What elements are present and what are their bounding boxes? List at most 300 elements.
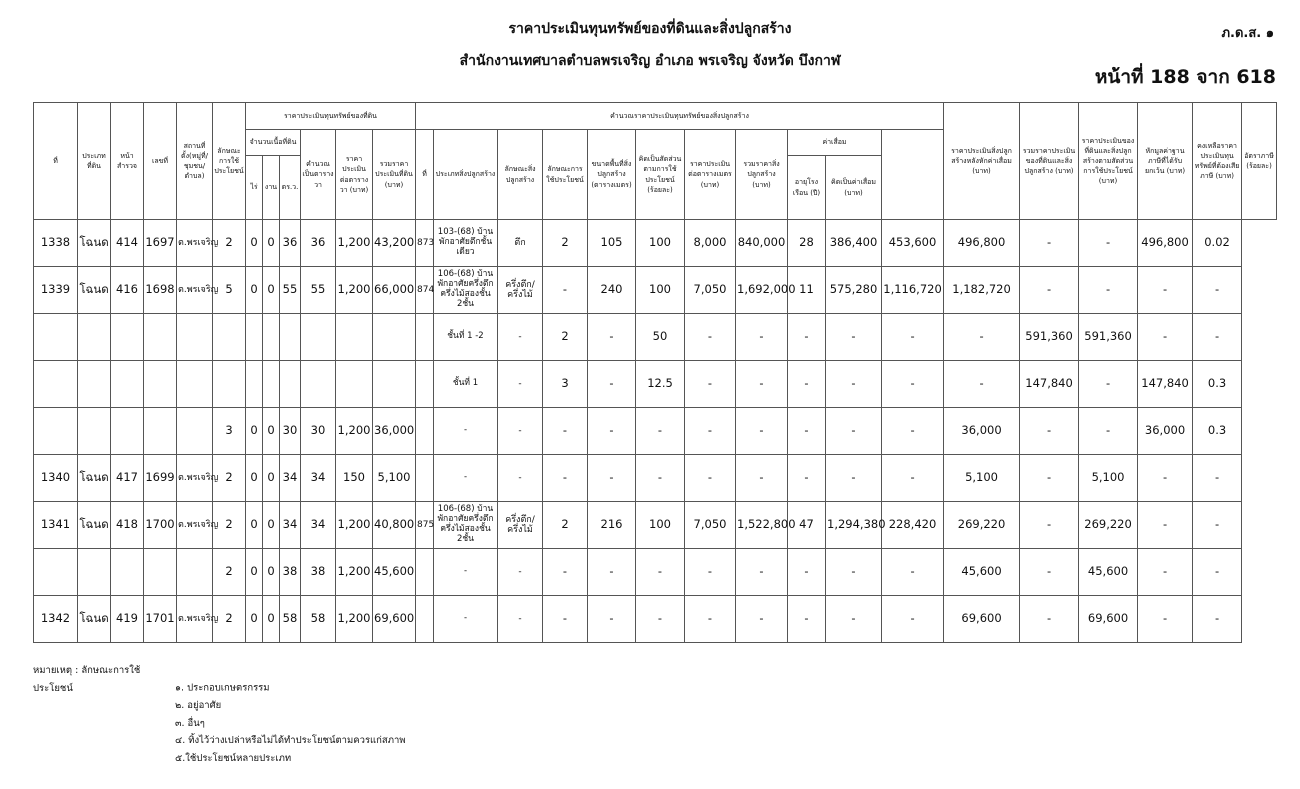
- cell-portion-value: -: [1020, 596, 1079, 643]
- cell-portion-value: -: [1020, 549, 1079, 596]
- cell-wa: [280, 314, 301, 361]
- cell-deduction: 591,360: [1079, 314, 1138, 361]
- cell-b-type: 106-(68) บ้านพักอาศัยครึ่งตึกครึ่งไม้สองชั้น 2ชั้น: [434, 267, 498, 314]
- cell-deduction: 45,600: [1079, 549, 1138, 596]
- cell-ngan: 0: [263, 267, 280, 314]
- cell-page: 416: [111, 267, 144, 314]
- cell-deduction: 69,600: [1079, 596, 1138, 643]
- cell-age: -: [788, 596, 826, 643]
- col-header-usage: ลักษณะการใช้ประโยชน์: [213, 103, 246, 220]
- cell-number: [144, 314, 177, 361]
- cell-land-total: 45,600: [373, 549, 416, 596]
- document-subtitle: สำนักงานเทศบาลตำบลพรเจริญ อำเภอ พรเจริญ จังหวัด บึงกาฬ: [459, 53, 841, 69]
- cell-b-total: -: [736, 408, 788, 455]
- cell-b-type: ชั้นที่ 1: [434, 361, 498, 408]
- cell-dep-amount: -: [826, 549, 882, 596]
- cell-land-total: 43,200: [373, 220, 416, 267]
- cell-b-no: 875: [416, 502, 434, 549]
- note-item: ๑. ประกอบเกษตรกรรม: [175, 682, 270, 694]
- cell-tax-rate: -: [1193, 455, 1242, 502]
- cell-b-kind: -: [498, 314, 543, 361]
- cell-grand-total: 45,600: [944, 549, 1020, 596]
- cell-b-after-dep: 453,600: [882, 220, 944, 267]
- col-header-no: ที่: [34, 103, 78, 220]
- col-header-age: อายุโรงเรือน (ปี): [788, 156, 826, 220]
- cell-b-type: ชั้นที่ 1 -2: [434, 314, 498, 361]
- cell-page: [111, 314, 144, 361]
- cell-rai: [246, 314, 263, 361]
- cell-b-total: -: [736, 314, 788, 361]
- cell-b-area: -: [588, 408, 636, 455]
- cell-page: 419: [111, 596, 144, 643]
- cell-dep-amount: -: [826, 596, 882, 643]
- cell-deduction: -: [1079, 408, 1138, 455]
- cell-deduction: 269,220: [1079, 502, 1138, 549]
- document-title: ราคาประเมินทุนทรัพย์ของที่ดินและสิ่งปลูกสร้าง: [508, 21, 792, 37]
- page-indicator: หน้าที่ 188 จาก 618: [1094, 66, 1276, 88]
- col-header-location: สถานที่ตั้ง(หมู่ที่/ชุมชน/ตำบล): [177, 103, 213, 220]
- cell-ngan: 0: [263, 220, 280, 267]
- cell-location: [177, 314, 213, 361]
- cell-b-kind: ครึ่งตึก/ครึ่งไม้: [498, 267, 543, 314]
- cell-page: [111, 549, 144, 596]
- col-header-b-price-sqm: ราคาประเมินต่อตารางเมตร (บาท): [685, 130, 736, 220]
- cell-b-kind: -: [498, 549, 543, 596]
- col-header-number: เลขที่: [144, 103, 177, 220]
- cell-location: [177, 408, 213, 455]
- cell-tax-rate: -: [1193, 549, 1242, 596]
- cell-dep-amount: 575,280: [826, 267, 882, 314]
- cell-wa: 30: [280, 408, 301, 455]
- col-header-grand-total: รวมราคาประเมินของที่ดินและสิ่งปลูกสร้าง (บาท): [1020, 103, 1079, 220]
- cell-b-usage: 2: [543, 220, 588, 267]
- cell-usage: 2: [213, 220, 246, 267]
- cell-dep-amount: 386,400: [826, 220, 882, 267]
- cell-b-usage: -: [543, 455, 588, 502]
- cell-no: [34, 314, 78, 361]
- cell-b-type: -: [434, 408, 498, 455]
- table-row: [34, 361, 1277, 408]
- cell-tax-rate: -: [1193, 314, 1242, 361]
- cell-tax-rate: -: [1193, 502, 1242, 549]
- cell-b-ratio: -: [636, 455, 685, 502]
- note-item: ๕.ใช้ประโยชน์หลายประเภท: [175, 752, 292, 764]
- cell-b-area: -: [588, 455, 636, 502]
- cell-b-total: 1,692,000: [736, 267, 788, 314]
- col-header-rai: ไร่: [246, 156, 263, 220]
- cell-doc-type: [78, 408, 111, 455]
- cell-age: -: [788, 314, 826, 361]
- cell-wa: 38: [280, 549, 301, 596]
- cell-b-usage: -: [543, 267, 588, 314]
- cell-location: ต.พรเจริญ: [177, 220, 213, 267]
- cell-b-area: 216: [588, 502, 636, 549]
- cell-calc-wa: 58: [301, 596, 336, 643]
- notes-label: หมายเหตุ : ลักษณะการใช้ประโยชน์: [33, 665, 141, 694]
- cell-b-total: -: [736, 596, 788, 643]
- cell-b-kind: -: [498, 455, 543, 502]
- cell-b-no: [416, 455, 434, 502]
- col-header-page: หน้าสำรวจ: [111, 103, 144, 220]
- notes-section: [33, 662, 406, 767]
- cell-b-area: -: [588, 596, 636, 643]
- cell-no: 1341: [34, 502, 78, 549]
- cell-taxable: 36,000: [1138, 408, 1193, 455]
- cell-taxable: -: [1138, 549, 1193, 596]
- cell-grand-total: 5,100: [944, 455, 1020, 502]
- col-header-b-total: รวมราคาสิ่งปลูกสร้าง (บาท): [736, 130, 788, 220]
- cell-ngan: 0: [263, 408, 280, 455]
- cell-b-type: 103-(68) บ้านพักอาศัยตึกชั้นเดียว: [434, 220, 498, 267]
- cell-number: 1700: [144, 502, 177, 549]
- col-header-tax-rate: อัตราภาษี (ร้อยละ): [1242, 103, 1277, 220]
- cell-land-total: 5,100: [373, 455, 416, 502]
- table-row: [34, 408, 1277, 455]
- cell-usage: 2: [213, 455, 246, 502]
- group-header-building: คำนวณราคาประเมินทุนทรัพย์ของสิ่งปลูกสร้าง: [416, 103, 944, 130]
- cell-b-area: -: [588, 549, 636, 596]
- cell-price-per-wa: [336, 361, 373, 408]
- form-code: ภ.ด.ส. ๑: [1221, 26, 1274, 41]
- cell-ngan: [263, 361, 280, 408]
- cell-b-after-dep: -: [882, 314, 944, 361]
- note-line: [33, 715, 406, 733]
- cell-b-area: -: [588, 361, 636, 408]
- cell-b-price-sqm: -: [685, 549, 736, 596]
- cell-grand-total: 269,220: [944, 502, 1020, 549]
- cell-number: 1698: [144, 267, 177, 314]
- note-line: [33, 662, 406, 697]
- cell-age: -: [788, 361, 826, 408]
- cell-b-after-dep: -: [882, 596, 944, 643]
- cell-price-per-wa: 1,200: [336, 267, 373, 314]
- cell-rai: 0: [246, 455, 263, 502]
- cell-b-kind: ครึ่งตึก/ครึ่งไม้: [498, 502, 543, 549]
- col-header-deduction: หักมูลค่าฐานภาษีที่ได้รับยกเว้น (บาท): [1138, 103, 1193, 220]
- cell-b-total: -: [736, 361, 788, 408]
- cell-location: [177, 549, 213, 596]
- cell-no: 1342: [34, 596, 78, 643]
- cell-calc-wa: 30: [301, 408, 336, 455]
- cell-dep-amount: 1,294,380: [826, 502, 882, 549]
- cell-grand-total: 496,800: [944, 220, 1020, 267]
- cell-b-usage: 3: [543, 361, 588, 408]
- cell-taxable: -: [1138, 455, 1193, 502]
- cell-location: ต.พรเจริญ: [177, 455, 213, 502]
- cell-b-total: 840,000: [736, 220, 788, 267]
- cell-land-total: 69,600: [373, 596, 416, 643]
- cell-rai: [246, 361, 263, 408]
- cell-b-price-sqm: 7,050: [685, 267, 736, 314]
- cell-rai: 0: [246, 408, 263, 455]
- cell-number: [144, 361, 177, 408]
- cell-age: -: [788, 455, 826, 502]
- cell-no: 1340: [34, 455, 78, 502]
- cell-page: 417: [111, 455, 144, 502]
- cell-b-area: 105: [588, 220, 636, 267]
- cell-usage: [213, 314, 246, 361]
- cell-no: [34, 549, 78, 596]
- col-header-price-per-wa: ราคาประเมินต่อตารางวา (บาท): [336, 130, 373, 220]
- cell-b-usage: 2: [543, 314, 588, 361]
- cell-dep-amount: -: [826, 408, 882, 455]
- cell-b-kind: -: [498, 408, 543, 455]
- note-item: ๔. ทิ้งไว้ว่างเปล่าหรือไม่ได้ทำประโยชน์ตามควรแก่สภาพ: [175, 735, 406, 746]
- cell-age: 28: [788, 220, 826, 267]
- col-header-b-area: ขนาดพื้นที่สิ่งปลูกสร้าง (ตารางเมตร): [588, 130, 636, 220]
- cell-price-per-wa: 1,200: [336, 502, 373, 549]
- cell-doc-type: โฉนด: [78, 596, 111, 643]
- cell-page: 418: [111, 502, 144, 549]
- cell-doc-type: โฉนด: [78, 220, 111, 267]
- cell-price-per-wa: 1,200: [336, 408, 373, 455]
- cell-b-no: [416, 596, 434, 643]
- group-header-depreciation: ค่าเสื่อม: [788, 130, 882, 156]
- cell-ngan: 0: [263, 549, 280, 596]
- cell-b-ratio: 100: [636, 267, 685, 314]
- col-header-b-kind: ลักษณะสิ่งปลูกสร้าง: [498, 130, 543, 220]
- cell-dep-amount: -: [826, 455, 882, 502]
- cell-calc-wa: 34: [301, 502, 336, 549]
- cell-price-per-wa: 1,200: [336, 596, 373, 643]
- cell-no: [34, 361, 78, 408]
- cell-rai: 0: [246, 502, 263, 549]
- cell-calc-wa: [301, 314, 336, 361]
- cell-b-ratio: 50: [636, 314, 685, 361]
- cell-calc-wa: [301, 361, 336, 408]
- cell-b-ratio: -: [636, 408, 685, 455]
- cell-b-kind: -: [498, 596, 543, 643]
- cell-b-price-sqm: -: [685, 314, 736, 361]
- cell-grand-total: 1,182,720: [944, 267, 1020, 314]
- cell-dep-amount: -: [826, 361, 882, 408]
- cell-price-per-wa: 150: [336, 455, 373, 502]
- cell-usage: 2: [213, 502, 246, 549]
- cell-no: 1339: [34, 267, 78, 314]
- cell-page: [111, 361, 144, 408]
- cell-grand-total: -: [944, 314, 1020, 361]
- col-header-taxable: คงเหลือราคาประเมินทุนทรัพย์ที่ต้องเสียภาษี (บาท): [1193, 103, 1242, 220]
- cell-tax-rate: 0.02: [1193, 220, 1242, 267]
- cell-land-total: 40,800: [373, 502, 416, 549]
- cell-wa: 55: [280, 267, 301, 314]
- cell-no: 1338: [34, 220, 78, 267]
- cell-b-ratio: 100: [636, 502, 685, 549]
- cell-taxable: -: [1138, 596, 1193, 643]
- col-header-b-ratio: คิดเป็นสัดส่วนตามการใช้ประโยชน์ (ร้อยละ): [636, 130, 685, 220]
- cell-b-area: -: [588, 314, 636, 361]
- cell-taxable: 147,840: [1138, 361, 1193, 408]
- cell-b-ratio: 12.5: [636, 361, 685, 408]
- cell-page: [111, 408, 144, 455]
- cell-b-usage: 2: [543, 502, 588, 549]
- cell-b-type: -: [434, 549, 498, 596]
- cell-deduction: -: [1079, 361, 1138, 408]
- cell-wa: 34: [280, 502, 301, 549]
- cell-ngan: 0: [263, 502, 280, 549]
- cell-deduction: 5,100: [1079, 455, 1138, 502]
- cell-dep-amount: -: [826, 314, 882, 361]
- cell-land-total: 36,000: [373, 408, 416, 455]
- cell-age: -: [788, 549, 826, 596]
- cell-b-after-dep: -: [882, 361, 944, 408]
- cell-b-price-sqm: -: [685, 408, 736, 455]
- cell-rai: 0: [246, 596, 263, 643]
- cell-taxable: -: [1138, 267, 1193, 314]
- cell-portion-value: -: [1020, 220, 1079, 267]
- cell-b-price-sqm: -: [685, 596, 736, 643]
- cell-b-no: [416, 549, 434, 596]
- cell-portion-value: -: [1020, 408, 1079, 455]
- cell-grand-total: -: [944, 361, 1020, 408]
- cell-b-total: -: [736, 455, 788, 502]
- cell-calc-wa: 36: [301, 220, 336, 267]
- cell-b-after-dep: -: [882, 408, 944, 455]
- cell-wa: 34: [280, 455, 301, 502]
- cell-rai: 0: [246, 267, 263, 314]
- cell-taxable: -: [1138, 314, 1193, 361]
- group-header-area: จำนวนเนื้อที่ดิน: [246, 130, 301, 156]
- col-header-land-total: รวมราคาประเมินที่ดิน (บาท): [373, 130, 416, 220]
- cell-calc-wa: 38: [301, 549, 336, 596]
- cell-b-price-sqm: -: [685, 361, 736, 408]
- cell-b-kind: ตึก: [498, 220, 543, 267]
- cell-deduction: -: [1079, 267, 1138, 314]
- cell-tax-rate: 0.3: [1193, 361, 1242, 408]
- cell-wa: 36: [280, 220, 301, 267]
- cell-usage: 2: [213, 596, 246, 643]
- cell-location: ต.พรเจริญ: [177, 596, 213, 643]
- cell-b-type: -: [434, 596, 498, 643]
- cell-wa: 58: [280, 596, 301, 643]
- note-item: ๓. อื่นๆ: [175, 717, 205, 729]
- cell-doc-type: [78, 314, 111, 361]
- col-header-wa: ตร.ว.: [280, 156, 301, 220]
- cell-doc-type: [78, 361, 111, 408]
- cell-b-price-sqm: 8,000: [685, 220, 736, 267]
- cell-b-usage: -: [543, 549, 588, 596]
- cell-b-type: 106-(68) บ้านพักอาศัยครึ่งตึกครึ่งไม้สองชั้น 2ชั้น: [434, 502, 498, 549]
- cell-land-total: [373, 361, 416, 408]
- cell-b-ratio: 100: [636, 220, 685, 267]
- cell-b-price-sqm: 7,050: [685, 502, 736, 549]
- cell-price-per-wa: 1,200: [336, 220, 373, 267]
- table-row: [34, 455, 1277, 502]
- cell-b-after-dep: -: [882, 549, 944, 596]
- cell-b-ratio: -: [636, 596, 685, 643]
- cell-page: 414: [111, 220, 144, 267]
- cell-portion-value: 591,360: [1020, 314, 1079, 361]
- cell-b-total: -: [736, 549, 788, 596]
- cell-location: [177, 361, 213, 408]
- col-header-dep-amount: คิดเป็นค่าเสื่อม (บาท): [826, 156, 882, 220]
- cell-ngan: [263, 314, 280, 361]
- cell-taxable: -: [1138, 502, 1193, 549]
- cell-portion-value: -: [1020, 502, 1079, 549]
- table-body: [34, 220, 1277, 643]
- cell-calc-wa: 34: [301, 455, 336, 502]
- cell-b-no: 874: [416, 267, 434, 314]
- col-header-portion-value: ราคาประเมินของที่ดินและสิ่งปลูกสร้างตามสัดส่วนการใช้ประโยชน์ (บาท): [1079, 103, 1138, 220]
- note-line: [33, 732, 406, 750]
- cell-doc-type: [78, 549, 111, 596]
- col-header-doc-type: ประเภทที่ดิน: [78, 103, 111, 220]
- cell-doc-type: โฉนด: [78, 502, 111, 549]
- cell-taxable: 496,800: [1138, 220, 1193, 267]
- cell-usage: 3: [213, 408, 246, 455]
- assessment-table: [33, 102, 1277, 643]
- cell-calc-wa: 55: [301, 267, 336, 314]
- cell-number: [144, 408, 177, 455]
- cell-b-type: -: [434, 455, 498, 502]
- cell-rai: 0: [246, 220, 263, 267]
- cell-age: -: [788, 408, 826, 455]
- cell-no: [34, 408, 78, 455]
- cell-b-usage: -: [543, 596, 588, 643]
- note-line: [33, 697, 406, 715]
- cell-age: 11: [788, 267, 826, 314]
- cell-b-after-dep: 228,420: [882, 502, 944, 549]
- note-line: [33, 750, 406, 768]
- cell-doc-type: โฉนด: [78, 455, 111, 502]
- cell-age: 47: [788, 502, 826, 549]
- cell-b-no: 873: [416, 220, 434, 267]
- table-row: [34, 502, 1277, 549]
- table-row: [34, 549, 1277, 596]
- cell-grand-total: 69,600: [944, 596, 1020, 643]
- cell-b-no: [416, 408, 434, 455]
- cell-price-per-wa: [336, 314, 373, 361]
- cell-b-price-sqm: -: [685, 455, 736, 502]
- cell-land-total: [373, 314, 416, 361]
- cell-number: 1701: [144, 596, 177, 643]
- col-header-b-after-dep: ราคาประเมินสิ่งปลูกสร้างหลังหักค่าเสื่อม (บาท): [944, 103, 1020, 220]
- cell-b-after-dep: -: [882, 455, 944, 502]
- cell-b-no: [416, 361, 434, 408]
- cell-location: ต.พรเจริญ: [177, 502, 213, 549]
- cell-usage: 5: [213, 267, 246, 314]
- cell-b-total: 1,522,800: [736, 502, 788, 549]
- table-row: [34, 314, 1277, 361]
- cell-location: ต.พรเจริญ: [177, 267, 213, 314]
- col-header-calc-wa: คำนวณเป็นตารางวา: [301, 130, 336, 220]
- cell-deduction: -: [1079, 220, 1138, 267]
- cell-grand-total: 36,000: [944, 408, 1020, 455]
- cell-b-ratio: -: [636, 549, 685, 596]
- cell-b-kind: -: [498, 361, 543, 408]
- cell-usage: 2: [213, 549, 246, 596]
- cell-doc-type: โฉนด: [78, 267, 111, 314]
- cell-number: 1699: [144, 455, 177, 502]
- cell-portion-value: -: [1020, 267, 1079, 314]
- cell-b-no: [416, 314, 434, 361]
- cell-b-after-dep: 1,116,720: [882, 267, 944, 314]
- table-row: [34, 267, 1277, 314]
- table-row: [34, 220, 1277, 267]
- cell-tax-rate: -: [1193, 267, 1242, 314]
- col-header-b-usage: ลักษณะการใช้ประโยชน์: [543, 130, 588, 220]
- cell-portion-value: 147,840: [1020, 361, 1079, 408]
- cell-wa: [280, 361, 301, 408]
- col-header-b-no: ที่: [416, 130, 434, 220]
- cell-b-area: 240: [588, 267, 636, 314]
- cell-portion-value: -: [1020, 455, 1079, 502]
- cell-b-usage: -: [543, 408, 588, 455]
- cell-ngan: 0: [263, 596, 280, 643]
- cell-rai: 0: [246, 549, 263, 596]
- cell-number: 1697: [144, 220, 177, 267]
- cell-tax-rate: -: [1193, 596, 1242, 643]
